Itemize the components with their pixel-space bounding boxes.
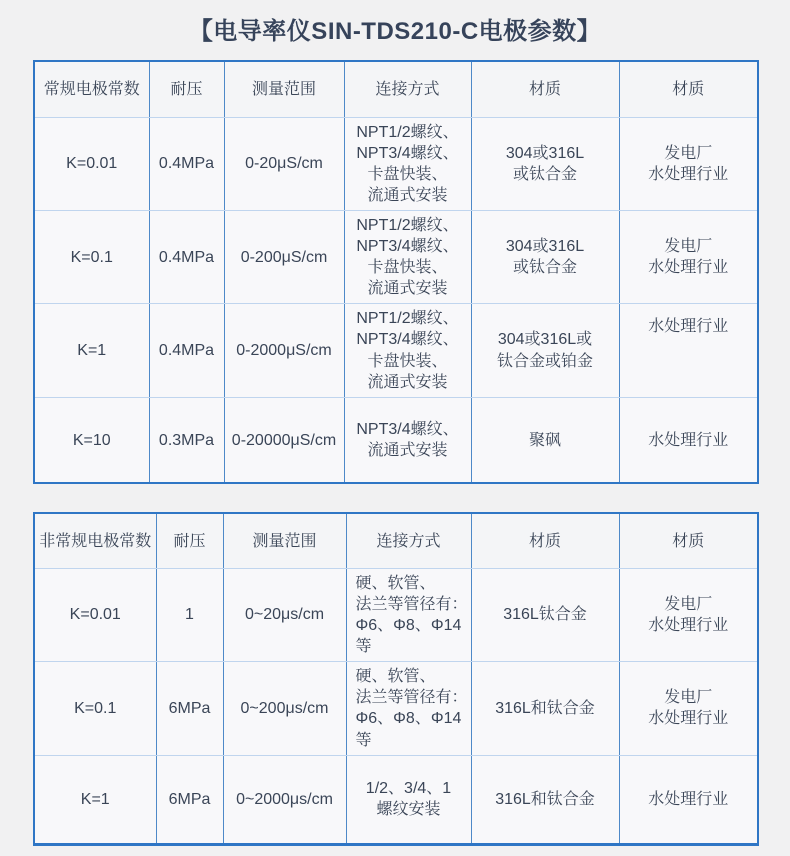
cell-pressure: 0.3MPa <box>149 397 224 483</box>
column-header-pressure: 耐压 <box>156 513 223 568</box>
cell-connection: NPT1/2螺纹、 NPT3/4螺纹、 卡盘快装、 流通式安装 <box>344 210 471 303</box>
cell-industry: 水处理行业 <box>619 397 758 483</box>
header-row <box>34 513 758 568</box>
cell-electrode-constant: K=1 <box>34 755 156 844</box>
column-header-material: 材质 <box>471 513 619 568</box>
cell-electrode-constant: K=10 <box>34 397 149 483</box>
column-header-electrode-constant: 常规电极常数 <box>34 61 149 117</box>
cell-connection: NPT3/4螺纹、 流通式安装 <box>344 397 471 483</box>
column-header-electrode-constant: 非常规电极常数 <box>34 513 156 568</box>
column-header-industry: 材质 <box>619 61 758 117</box>
cell-material: 316L钛合金 <box>471 568 619 661</box>
cell-industry: 发电厂 水处理行业 <box>619 117 758 210</box>
cell-industry: 发电厂 水处理行业 <box>619 210 758 303</box>
cell-range: 0-20000μS/cm <box>224 397 344 483</box>
column-header-industry: 材质 <box>619 513 758 568</box>
cell-connection: 1/2、3/4、1 螺纹安装 <box>346 755 471 844</box>
column-header-range: 测量范围 <box>224 61 344 117</box>
cell-electrode-constant: K=0.1 <box>34 210 149 303</box>
cell-pressure: 0.4MPa <box>149 117 224 210</box>
cell-material: 316L和钛合金 <box>471 755 619 844</box>
cell-industry: 水处理行业 <box>619 755 758 844</box>
cell-connection: NPT1/2螺纹、 NPT3/4螺纹、 卡盘快装、 流通式安装 <box>344 117 471 210</box>
table-row <box>34 755 758 844</box>
column-header-pressure: 耐压 <box>149 61 224 117</box>
cell-connection: 硬、软管、 法兰等管径有： Φ6、Φ8、Φ14 等 <box>346 662 471 755</box>
table-row <box>34 662 758 755</box>
cell-material: 304或316L 或钛合金 <box>471 210 619 303</box>
nonconventional-electrode-table <box>33 512 759 845</box>
cell-connection: 硬、软管、 法兰等管径有： Φ6、Φ8、Φ14 等 <box>346 568 471 661</box>
cell-material: 304或316L或 钛合金或铂金 <box>471 304 619 397</box>
cell-industry: 发电厂 水处理行业 <box>619 662 758 755</box>
cell-range: 0-20μS/cm <box>224 117 344 210</box>
cell-range: 0~20μs/cm <box>223 568 346 661</box>
column-header-connection: 连接方式 <box>346 513 471 568</box>
table-row <box>34 210 758 303</box>
page-title: 【电导率仪SIN-TDS210-C电极参数】 <box>188 18 602 45</box>
cell-pressure: 0.4MPa <box>149 304 224 397</box>
conventional-electrode-table <box>33 60 759 484</box>
cell-material: 聚砜 <box>471 397 619 483</box>
cell-pressure: 6MPa <box>156 755 223 844</box>
cell-pressure: 6MPa <box>156 662 223 755</box>
cell-electrode-constant: K=0.01 <box>34 117 149 210</box>
cell-electrode-constant: K=1 <box>34 304 149 397</box>
table-row <box>34 304 758 397</box>
cell-range: 0~2000μs/cm <box>223 755 346 844</box>
column-header-connection: 连接方式 <box>344 61 471 117</box>
column-header-range: 测量范围 <box>223 513 346 568</box>
cell-pressure: 1 <box>156 568 223 661</box>
cell-industry: 水处理行业 <box>619 304 758 397</box>
cell-range: 0~200μs/cm <box>223 662 346 755</box>
cell-connection: NPT1/2螺纹、 NPT3/4螺纹、 卡盘快装、 流通式安装 <box>344 304 471 397</box>
cell-electrode-constant: K=0.1 <box>34 662 156 755</box>
header-row <box>34 61 758 117</box>
cell-material: 316L和钛合金 <box>471 662 619 755</box>
column-header-material: 材质 <box>471 61 619 117</box>
table-row <box>34 568 758 661</box>
table-row <box>34 117 758 210</box>
cell-range: 0-200μS/cm <box>224 210 344 303</box>
cell-industry: 发电厂 水处理行业 <box>619 568 758 661</box>
cell-range: 0-2000μS/cm <box>224 304 344 397</box>
cell-electrode-constant: K=0.01 <box>34 568 156 661</box>
cell-pressure: 0.4MPa <box>149 210 224 303</box>
cell-material: 304或316L 或钛合金 <box>471 117 619 210</box>
table-row <box>34 397 758 483</box>
